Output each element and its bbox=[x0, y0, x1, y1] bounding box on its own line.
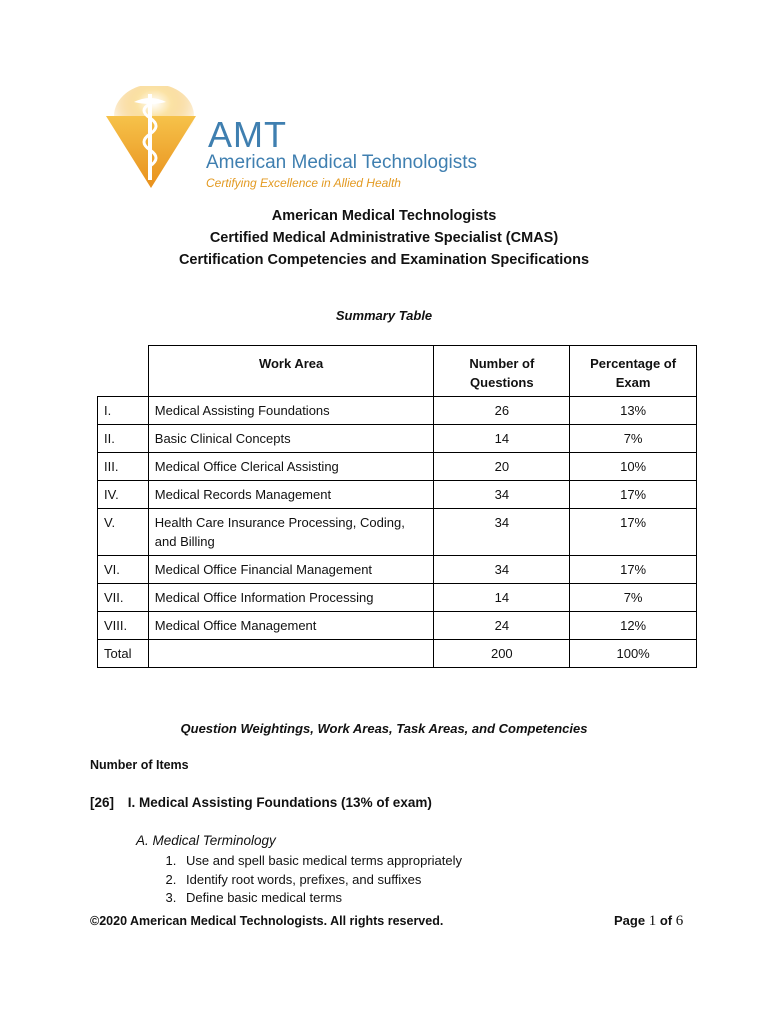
row-questions: 34 bbox=[434, 556, 570, 584]
header-percentage-of-exam: Percentage of Exam bbox=[570, 346, 697, 397]
amt-logo bbox=[104, 86, 478, 196]
total-label: Total bbox=[98, 640, 149, 668]
caduceus-triangle-icon bbox=[104, 86, 204, 196]
list-item: 1. Use and spell basic medical terms appropriately bbox=[180, 852, 462, 871]
summary-table-caption: Summary Table bbox=[335, 308, 433, 323]
row-questions: 14 bbox=[434, 584, 570, 612]
row-number: IV. bbox=[98, 481, 149, 509]
footer-page-number bbox=[614, 913, 683, 930]
title-line-3: Certification Competencies and Examination Specifications bbox=[178, 252, 590, 268]
header-blank-cell bbox=[98, 346, 149, 397]
row-percentage: 12% bbox=[570, 612, 697, 640]
total-questions: 200 bbox=[434, 640, 570, 668]
row-number: III. bbox=[98, 453, 149, 481]
table-row bbox=[98, 453, 697, 481]
row-work-area: Medical Records Management bbox=[148, 481, 434, 509]
document-titles bbox=[0, 205, 768, 271]
row-number: VI. bbox=[98, 556, 149, 584]
list-item: 3. Define basic medical terms bbox=[180, 889, 462, 908]
row-questions: 24 bbox=[434, 612, 570, 640]
section-heading bbox=[90, 795, 432, 810]
table-row bbox=[98, 612, 697, 640]
row-number: II. bbox=[98, 425, 149, 453]
row-percentage: 13% bbox=[570, 397, 697, 425]
row-work-area: Basic Clinical Concepts bbox=[148, 425, 434, 453]
row-work-area: Health Care Insurance Processing, Coding, and Billing bbox=[148, 509, 434, 556]
page-current: 1 bbox=[648, 913, 657, 929]
row-questions: 34 bbox=[434, 481, 570, 509]
row-percentage: 10% bbox=[570, 453, 697, 481]
row-work-area: Medical Office Management bbox=[148, 612, 434, 640]
row-questions: 14 bbox=[434, 425, 570, 453]
row-number: VIII. bbox=[98, 612, 149, 640]
section-title: I. Medical Assisting Foundations (13% of exam) bbox=[127, 795, 432, 810]
table-row bbox=[98, 584, 697, 612]
table-row bbox=[98, 509, 697, 556]
row-work-area: Medical Office Clerical Assisting bbox=[148, 453, 434, 481]
table-header-row bbox=[98, 346, 697, 397]
competency-list bbox=[160, 852, 462, 908]
page-total: 6 bbox=[675, 913, 684, 929]
table-row bbox=[98, 556, 697, 584]
row-number: VII. bbox=[98, 584, 149, 612]
row-percentage: 17% bbox=[570, 509, 697, 556]
row-number: V. bbox=[98, 509, 149, 556]
table-total-row bbox=[98, 640, 697, 668]
weightings-caption: Question Weightings, Work Areas, Task Areas, and Competencies bbox=[180, 721, 588, 736]
summary-table bbox=[97, 345, 697, 668]
row-percentage: 17% bbox=[570, 481, 697, 509]
title-line-2: Certified Medical Administrative Specialist (CMAS) bbox=[209, 230, 559, 246]
header-number-of-questions: Number of Questions bbox=[434, 346, 570, 397]
footer-copyright: ©2020 American Medical Technologists. All rights reserved. bbox=[90, 914, 444, 928]
row-questions: 26 bbox=[434, 397, 570, 425]
total-percentage: 100% bbox=[570, 640, 697, 668]
row-questions: 34 bbox=[434, 509, 570, 556]
number-of-items-label: Number of Items bbox=[90, 758, 189, 772]
row-percentage: 17% bbox=[570, 556, 697, 584]
row-questions: 20 bbox=[434, 453, 570, 481]
row-number: I. bbox=[98, 397, 149, 425]
header-work-area: Work Area bbox=[148, 346, 434, 397]
logo-tagline: Certifying Excellence in Allied Health bbox=[206, 176, 401, 190]
logo-acronym: AMT bbox=[208, 114, 287, 155]
total-blank-cell bbox=[148, 640, 434, 668]
row-percentage: 7% bbox=[570, 425, 697, 453]
row-percentage: 7% bbox=[570, 584, 697, 612]
row-work-area: Medical Office Financial Management bbox=[148, 556, 434, 584]
section-item-count: [26] bbox=[90, 795, 115, 810]
table-row bbox=[98, 481, 697, 509]
page-word: Page bbox=[614, 913, 646, 928]
of-word: of bbox=[659, 913, 673, 928]
subsection-heading: A. Medical Terminology bbox=[136, 833, 276, 848]
table-row bbox=[98, 425, 697, 453]
row-work-area: Medical Assisting Foundations bbox=[148, 397, 434, 425]
list-item: 2. Identify root words, prefixes, and suffixes bbox=[180, 871, 462, 890]
row-work-area: Medical Office Information Processing bbox=[148, 584, 434, 612]
logo-name: American Medical Technologists bbox=[206, 152, 478, 173]
table-row bbox=[98, 397, 697, 425]
title-line-1: American Medical Technologists bbox=[271, 208, 497, 224]
